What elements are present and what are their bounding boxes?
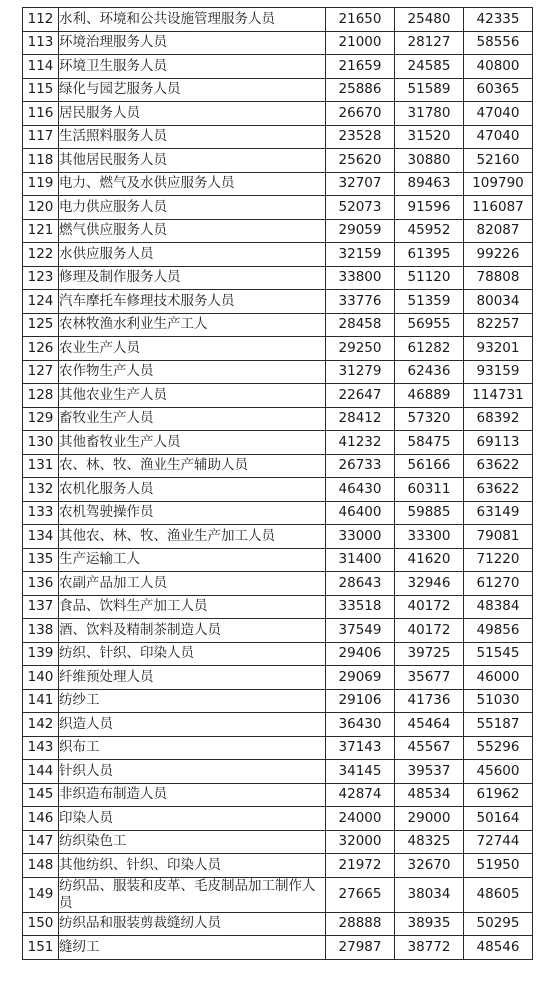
salary-value-cell-2: 39537 xyxy=(395,760,464,784)
occupation-name-cell: 酒、饮料及精制茶制造人员 xyxy=(59,619,326,643)
table-row xyxy=(23,149,533,173)
occupation-name-cell: 其他农业生产人员 xyxy=(59,384,326,408)
salary-value-cell-1: 29406 xyxy=(326,642,395,666)
salary-value-cell-2: 31780 xyxy=(395,102,464,126)
table-row xyxy=(23,830,533,854)
table-row xyxy=(23,196,533,220)
salary-value-cell-3: 93159 xyxy=(464,360,533,384)
table-row xyxy=(23,854,533,878)
salary-value-cell-3: 69113 xyxy=(464,431,533,455)
salary-value-cell-2: 57320 xyxy=(395,407,464,431)
salary-value-cell-2: 38034 xyxy=(395,877,464,912)
salary-value-cell-3: 79081 xyxy=(464,525,533,549)
salary-value-cell-1: 33000 xyxy=(326,525,395,549)
occupation-name-cell: 水供应服务人员 xyxy=(59,243,326,267)
salary-value-cell-1: 27987 xyxy=(326,936,395,960)
row-number-cell: 127 xyxy=(23,360,59,384)
occupation-name-cell: 环境治理服务人员 xyxy=(59,31,326,55)
salary-value-cell-3: 93201 xyxy=(464,337,533,361)
table-row xyxy=(23,595,533,619)
occupation-name-cell: 非织造布制造人员 xyxy=(59,783,326,807)
occupation-name-cell: 其他农、林、牧、渔业生产加工人员 xyxy=(59,525,326,549)
salary-value-cell-1: 31400 xyxy=(326,548,395,572)
table-row xyxy=(23,360,533,384)
row-number-cell: 115 xyxy=(23,78,59,102)
salary-value-cell-2: 59885 xyxy=(395,501,464,525)
salary-value-cell-2: 45567 xyxy=(395,736,464,760)
table-row xyxy=(23,454,533,478)
salary-value-cell-3: 47040 xyxy=(464,102,533,126)
occupation-name-cell: 农林牧渔水利业生产工人 xyxy=(59,313,326,337)
row-number-cell: 123 xyxy=(23,266,59,290)
salary-value-cell-3: 48546 xyxy=(464,936,533,960)
salary-value-cell-1: 36430 xyxy=(326,713,395,737)
salary-value-cell-1: 29250 xyxy=(326,337,395,361)
salary-value-cell-3: 42335 xyxy=(464,8,533,32)
salary-value-cell-2: 89463 xyxy=(395,172,464,196)
salary-value-cell-2: 39725 xyxy=(395,642,464,666)
occupation-name-cell: 缝纫工 xyxy=(59,936,326,960)
salary-value-cell-1: 22647 xyxy=(326,384,395,408)
salary-value-cell-1: 28643 xyxy=(326,572,395,596)
row-number-cell: 114 xyxy=(23,55,59,79)
salary-value-cell-2: 56955 xyxy=(395,313,464,337)
table-row xyxy=(23,31,533,55)
salary-value-cell-1: 37549 xyxy=(326,619,395,643)
row-number-cell: 148 xyxy=(23,854,59,878)
salary-value-cell-2: 24585 xyxy=(395,55,464,79)
row-number-cell: 122 xyxy=(23,243,59,267)
salary-value-cell-1: 29069 xyxy=(326,666,395,690)
salary-value-cell-3: 71220 xyxy=(464,548,533,572)
salary-value-cell-1: 29106 xyxy=(326,689,395,713)
occupation-name-cell: 食品、饮料生产加工人员 xyxy=(59,595,326,619)
table-row xyxy=(23,736,533,760)
table-row xyxy=(23,102,533,126)
salary-value-cell-1: 33776 xyxy=(326,290,395,314)
table-row xyxy=(23,666,533,690)
salary-value-cell-2: 41736 xyxy=(395,689,464,713)
salary-value-cell-2: 25480 xyxy=(395,8,464,32)
occupation-name-cell: 其他居民服务人员 xyxy=(59,149,326,173)
salary-value-cell-3: 51030 xyxy=(464,689,533,713)
occupation-name-cell: 农机驾驶操作员 xyxy=(59,501,326,525)
salary-value-cell-1: 21650 xyxy=(326,8,395,32)
row-number-cell: 133 xyxy=(23,501,59,525)
salary-value-cell-2: 28127 xyxy=(395,31,464,55)
salary-value-cell-2: 45464 xyxy=(395,713,464,737)
row-number-cell: 119 xyxy=(23,172,59,196)
salary-value-cell-3: 55187 xyxy=(464,713,533,737)
row-number-cell: 112 xyxy=(23,8,59,32)
salary-value-cell-2: 30880 xyxy=(395,149,464,173)
salary-value-cell-1: 25886 xyxy=(326,78,395,102)
salary-value-cell-3: 116087 xyxy=(464,196,533,220)
salary-value-cell-3: 63622 xyxy=(464,454,533,478)
salary-value-cell-3: 51950 xyxy=(464,854,533,878)
row-number-cell: 126 xyxy=(23,337,59,361)
salary-value-cell-2: 46889 xyxy=(395,384,464,408)
row-number-cell: 141 xyxy=(23,689,59,713)
salary-value-cell-2: 31520 xyxy=(395,125,464,149)
occupation-name-cell: 居民服务人员 xyxy=(59,102,326,126)
row-number-cell: 118 xyxy=(23,149,59,173)
salary-value-cell-3: 51545 xyxy=(464,642,533,666)
table-row xyxy=(23,807,533,831)
salary-value-cell-3: 99226 xyxy=(464,243,533,267)
row-number-cell: 147 xyxy=(23,830,59,854)
occupation-name-cell: 织造人员 xyxy=(59,713,326,737)
salary-value-cell-3: 82087 xyxy=(464,219,533,243)
salary-value-cell-2: 32670 xyxy=(395,854,464,878)
occupation-salary-table xyxy=(22,7,533,960)
table-row xyxy=(23,877,533,912)
row-number-cell: 150 xyxy=(23,912,59,936)
occupation-name-cell: 织布工 xyxy=(59,736,326,760)
occupation-name-cell: 纺织染色工 xyxy=(59,830,326,854)
salary-value-cell-3: 58556 xyxy=(464,31,533,55)
table-row xyxy=(23,125,533,149)
salary-value-cell-2: 51120 xyxy=(395,266,464,290)
occupation-name-cell: 印染人员 xyxy=(59,807,326,831)
salary-value-cell-3: 61270 xyxy=(464,572,533,596)
salary-value-cell-2: 40172 xyxy=(395,595,464,619)
row-number-cell: 146 xyxy=(23,807,59,831)
row-number-cell: 142 xyxy=(23,713,59,737)
salary-value-cell-3: 46000 xyxy=(464,666,533,690)
salary-value-cell-2: 45952 xyxy=(395,219,464,243)
row-number-cell: 125 xyxy=(23,313,59,337)
salary-value-cell-2: 33300 xyxy=(395,525,464,549)
occupation-name-cell: 生产运输工人 xyxy=(59,548,326,572)
occupation-name-cell: 纺织、针织、印染人员 xyxy=(59,642,326,666)
row-number-cell: 138 xyxy=(23,619,59,643)
table-row xyxy=(23,689,533,713)
table-row xyxy=(23,337,533,361)
table-row xyxy=(23,642,533,666)
row-number-cell: 129 xyxy=(23,407,59,431)
row-number-cell: 117 xyxy=(23,125,59,149)
row-number-cell: 134 xyxy=(23,525,59,549)
salary-value-cell-1: 25620 xyxy=(326,149,395,173)
row-number-cell: 132 xyxy=(23,478,59,502)
table-row xyxy=(23,783,533,807)
occupation-name-cell: 畜牧业生产人员 xyxy=(59,407,326,431)
occupation-name-cell: 其他畜牧业生产人员 xyxy=(59,431,326,455)
row-number-cell: 116 xyxy=(23,102,59,126)
occupation-name-cell: 环境卫生服务人员 xyxy=(59,55,326,79)
row-number-cell: 120 xyxy=(23,196,59,220)
table-row xyxy=(23,219,533,243)
occupation-name-cell: 针织人员 xyxy=(59,760,326,784)
salary-value-cell-1: 32707 xyxy=(326,172,395,196)
salary-value-cell-1: 21659 xyxy=(326,55,395,79)
row-number-cell: 151 xyxy=(23,936,59,960)
row-number-cell: 139 xyxy=(23,642,59,666)
salary-value-cell-3: 52160 xyxy=(464,149,533,173)
salary-value-cell-1: 21972 xyxy=(326,854,395,878)
salary-value-cell-3: 50164 xyxy=(464,807,533,831)
occupation-name-cell: 绿化与园艺服务人员 xyxy=(59,78,326,102)
salary-value-cell-3: 63149 xyxy=(464,501,533,525)
salary-value-cell-2: 58475 xyxy=(395,431,464,455)
occupation-name-cell: 农业生产人员 xyxy=(59,337,326,361)
table-row xyxy=(23,478,533,502)
salary-value-cell-1: 46400 xyxy=(326,501,395,525)
row-number-cell: 131 xyxy=(23,454,59,478)
salary-value-cell-2: 61395 xyxy=(395,243,464,267)
occupation-name-cell: 农作物生产人员 xyxy=(59,360,326,384)
row-number-cell: 130 xyxy=(23,431,59,455)
salary-value-cell-2: 56166 xyxy=(395,454,464,478)
salary-value-cell-3: 40800 xyxy=(464,55,533,79)
salary-value-cell-3: 55296 xyxy=(464,736,533,760)
salary-value-cell-3: 45600 xyxy=(464,760,533,784)
salary-value-cell-3: 78808 xyxy=(464,266,533,290)
table-row xyxy=(23,313,533,337)
salary-value-cell-1: 52073 xyxy=(326,196,395,220)
salary-value-cell-1: 46430 xyxy=(326,478,395,502)
occupation-name-cell: 纺织品和服装剪裁缝纫人员 xyxy=(59,912,326,936)
salary-value-cell-3: 48384 xyxy=(464,595,533,619)
salary-value-cell-2: 29000 xyxy=(395,807,464,831)
occupation-name-cell: 纤维预处理人员 xyxy=(59,666,326,690)
salary-value-cell-1: 32000 xyxy=(326,830,395,854)
table-row xyxy=(23,55,533,79)
salary-value-cell-2: 62436 xyxy=(395,360,464,384)
salary-value-cell-3: 47040 xyxy=(464,125,533,149)
occupation-name-cell: 纺纱工 xyxy=(59,689,326,713)
salary-value-cell-2: 91596 xyxy=(395,196,464,220)
salary-value-cell-1: 28412 xyxy=(326,407,395,431)
salary-value-cell-1: 26670 xyxy=(326,102,395,126)
salary-value-cell-2: 35677 xyxy=(395,666,464,690)
table-row xyxy=(23,407,533,431)
salary-value-cell-2: 51589 xyxy=(395,78,464,102)
occupation-name-cell: 农副产品加工人员 xyxy=(59,572,326,596)
salary-value-cell-3: 49856 xyxy=(464,619,533,643)
table-row xyxy=(23,760,533,784)
salary-value-cell-2: 38935 xyxy=(395,912,464,936)
salary-value-cell-3: 50295 xyxy=(464,912,533,936)
salary-value-cell-3: 82257 xyxy=(464,313,533,337)
occupation-name-cell: 其他纺织、针织、印染人员 xyxy=(59,854,326,878)
salary-value-cell-1: 32159 xyxy=(326,243,395,267)
table-row xyxy=(23,619,533,643)
table-row xyxy=(23,525,533,549)
salary-value-cell-2: 48534 xyxy=(395,783,464,807)
salary-value-cell-1: 23528 xyxy=(326,125,395,149)
salary-value-cell-1: 28458 xyxy=(326,313,395,337)
table-row xyxy=(23,290,533,314)
occupation-name-cell: 农机化服务人员 xyxy=(59,478,326,502)
salary-value-cell-3: 63622 xyxy=(464,478,533,502)
table-body xyxy=(23,8,533,960)
salary-value-cell-3: 61962 xyxy=(464,783,533,807)
table-row xyxy=(23,572,533,596)
row-number-cell: 136 xyxy=(23,572,59,596)
row-number-cell: 143 xyxy=(23,736,59,760)
salary-value-cell-2: 51359 xyxy=(395,290,464,314)
salary-value-cell-3: 60365 xyxy=(464,78,533,102)
row-number-cell: 124 xyxy=(23,290,59,314)
salary-value-cell-1: 33518 xyxy=(326,595,395,619)
salary-value-cell-3: 80034 xyxy=(464,290,533,314)
salary-value-cell-2: 32946 xyxy=(395,572,464,596)
table-row xyxy=(23,384,533,408)
occupation-name-cell: 电力供应服务人员 xyxy=(59,196,326,220)
occupation-name-cell: 生活照料服务人员 xyxy=(59,125,326,149)
occupation-name-cell: 水利、环境和公共设施管理服务人员 xyxy=(59,8,326,32)
table-row xyxy=(23,713,533,737)
salary-value-cell-1: 26733 xyxy=(326,454,395,478)
occupation-name-cell: 农、林、牧、渔业生产辅助人员 xyxy=(59,454,326,478)
occupation-name-cell: 纺织品、服装和皮革、毛皮制品加工制作人员 xyxy=(59,877,326,912)
table-row xyxy=(23,936,533,960)
table-row xyxy=(23,431,533,455)
salary-value-cell-1: 37143 xyxy=(326,736,395,760)
row-number-cell: 135 xyxy=(23,548,59,572)
table-row xyxy=(23,8,533,32)
row-number-cell: 121 xyxy=(23,219,59,243)
row-number-cell: 113 xyxy=(23,31,59,55)
row-number-cell: 149 xyxy=(23,877,59,912)
salary-value-cell-1: 29059 xyxy=(326,219,395,243)
salary-value-cell-3: 48605 xyxy=(464,877,533,912)
table-row xyxy=(23,501,533,525)
table-row xyxy=(23,266,533,290)
salary-value-cell-1: 21000 xyxy=(326,31,395,55)
row-number-cell: 128 xyxy=(23,384,59,408)
salary-value-cell-1: 31279 xyxy=(326,360,395,384)
occupation-name-cell: 修理及制作服务人员 xyxy=(59,266,326,290)
salary-value-cell-2: 40172 xyxy=(395,619,464,643)
salary-value-cell-2: 41620 xyxy=(395,548,464,572)
salary-value-cell-3: 109790 xyxy=(464,172,533,196)
table-row xyxy=(23,243,533,267)
salary-value-cell-3: 68392 xyxy=(464,407,533,431)
salary-value-cell-1: 41232 xyxy=(326,431,395,455)
row-number-cell: 140 xyxy=(23,666,59,690)
salary-value-cell-2: 61282 xyxy=(395,337,464,361)
salary-value-cell-1: 27665 xyxy=(326,877,395,912)
salary-value-cell-1: 42874 xyxy=(326,783,395,807)
occupation-name-cell: 电力、燃气及水供应服务人员 xyxy=(59,172,326,196)
salary-value-cell-1: 24000 xyxy=(326,807,395,831)
table-row xyxy=(23,172,533,196)
salary-value-cell-3: 72744 xyxy=(464,830,533,854)
salary-value-cell-2: 38772 xyxy=(395,936,464,960)
row-number-cell: 145 xyxy=(23,783,59,807)
occupation-name-cell: 燃气供应服务人员 xyxy=(59,219,326,243)
salary-value-cell-2: 48325 xyxy=(395,830,464,854)
table-row xyxy=(23,78,533,102)
table-row xyxy=(23,548,533,572)
occupation-name-cell: 汽车摩托车修理技术服务人员 xyxy=(59,290,326,314)
salary-value-cell-1: 34145 xyxy=(326,760,395,784)
salary-value-cell-1: 33800 xyxy=(326,266,395,290)
salary-value-cell-3: 114731 xyxy=(464,384,533,408)
row-number-cell: 144 xyxy=(23,760,59,784)
salary-value-cell-2: 60311 xyxy=(395,478,464,502)
salary-value-cell-1: 28888 xyxy=(326,912,395,936)
row-number-cell: 137 xyxy=(23,595,59,619)
table-row xyxy=(23,912,533,936)
